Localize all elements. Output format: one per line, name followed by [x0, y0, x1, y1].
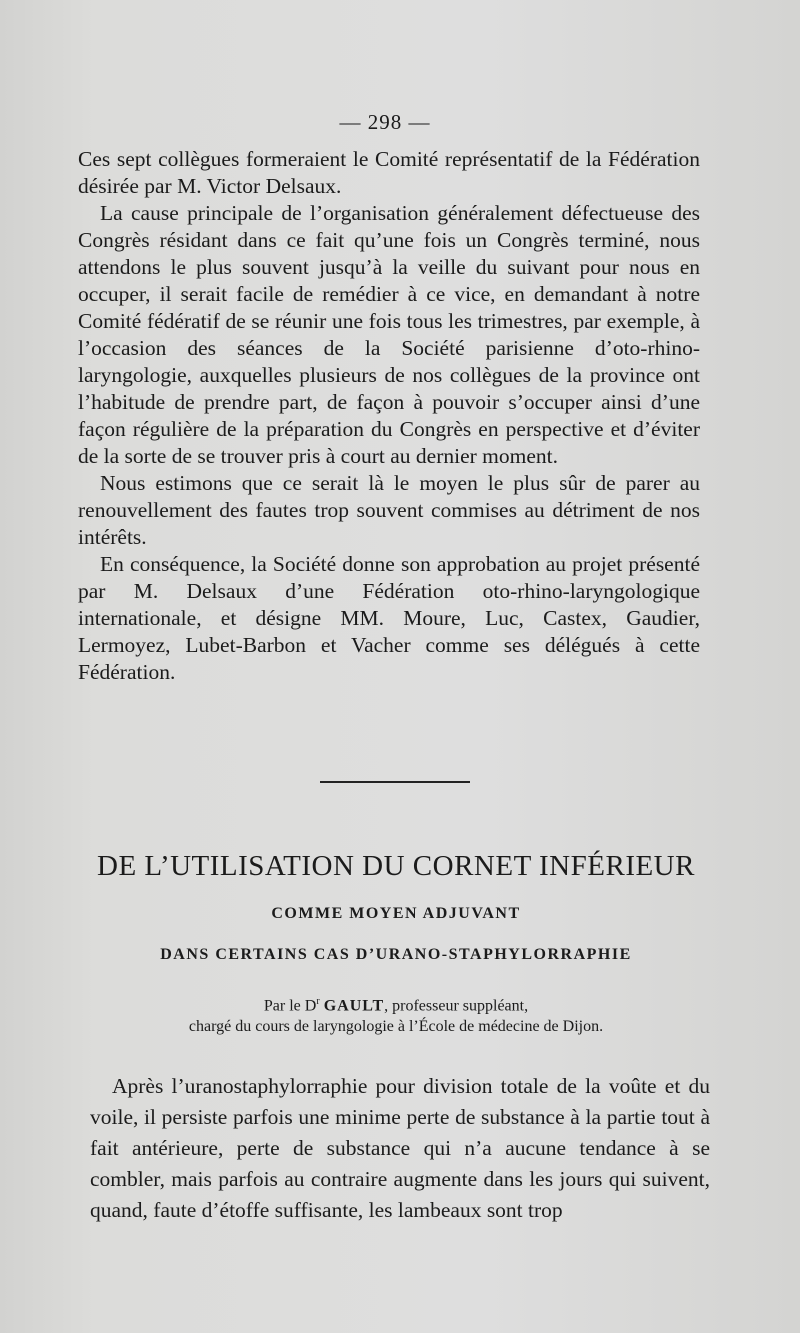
article-subtitle-2: DANS CERTAINS CAS D’URANO-STAPHYLORRAPHIE [160, 946, 632, 963]
article-paragraph: Après l’uranostaphylorraphie pour division totale de la voûte et du voile, il persiste parfois une minime perte de substance à la partie tout à fait antérieure, perte de substance qui n’a aucune tendance à se combler, mais parfois au contraire augmente dans les jours qui suivent, quand, faute d’étoffe suffisante, les lambeaux sont trop [90, 1074, 710, 1222]
article-subtitle-1: COMME MOYEN ADJUVANT [271, 905, 521, 922]
page-number: — 298 — [339, 110, 431, 134]
paragraph-committee: Ces sept collègues formeraient le Comité représentatif de la Fédération désirée par M. Victor Delsaux. [78, 147, 700, 198]
byline-superscript: r [316, 996, 320, 1007]
article-title: DE L’UTILISATION DU CORNET INFÉRIEUR [97, 850, 695, 882]
byline-suffix: , professeur suppléant, [384, 997, 529, 1015]
paragraph-estimate: Nous estimons que ce serait là le moyen le plus sûr de parer au renouvellement des fautes trop souvent commises au détriment de nos intérêts. [78, 471, 700, 549]
author-name: GAULT [323, 997, 385, 1015]
author-affiliation: chargé du cours de laryngologie à l’École de médecine de Dijon. [188, 1018, 604, 1035]
previous-section-text [78, 146, 700, 686]
byline-prefix: Par le D [263, 997, 317, 1015]
author-byline [0, 996, 792, 1015]
article-body [90, 1071, 710, 1226]
paragraph-cause: La cause principale de l’organisation généralement défectueuse des Congrès résidant dans ce fait qu’une fois un Congrès terminé, nous attendons le plus souvent jusqu’à la veille du suivant pour nous en occuper, il serait facile de remédier à ce vice, en demandant à notre Comité fédératif de se réunir une fois tous les trimestres, par exemple, à l’occasion des séances de la Société parisienne d’oto-rhino-laryngologie, auxquelles plusieurs de nos collègues de la province ont l’habitude de prendre part, de façon à pouvoir s’occuper ainsi d’une façon régulière de la préparation du Congrès en perspective et d’éviter de la sorte de se trouver pris à court au dernier moment. [78, 201, 700, 468]
section-divider [320, 781, 470, 783]
paragraph-consequence: En conséquence, la Société donne son approbation au projet présenté par M. Delsaux d’une Fédération oto-rhino-laryngologique internationale, et désigne MM. Moure, Luc, Castex, Gaudier, Lermoyez, Lubet-Barbon et Vacher comme ses délégués à cette Fédération. [78, 552, 700, 684]
